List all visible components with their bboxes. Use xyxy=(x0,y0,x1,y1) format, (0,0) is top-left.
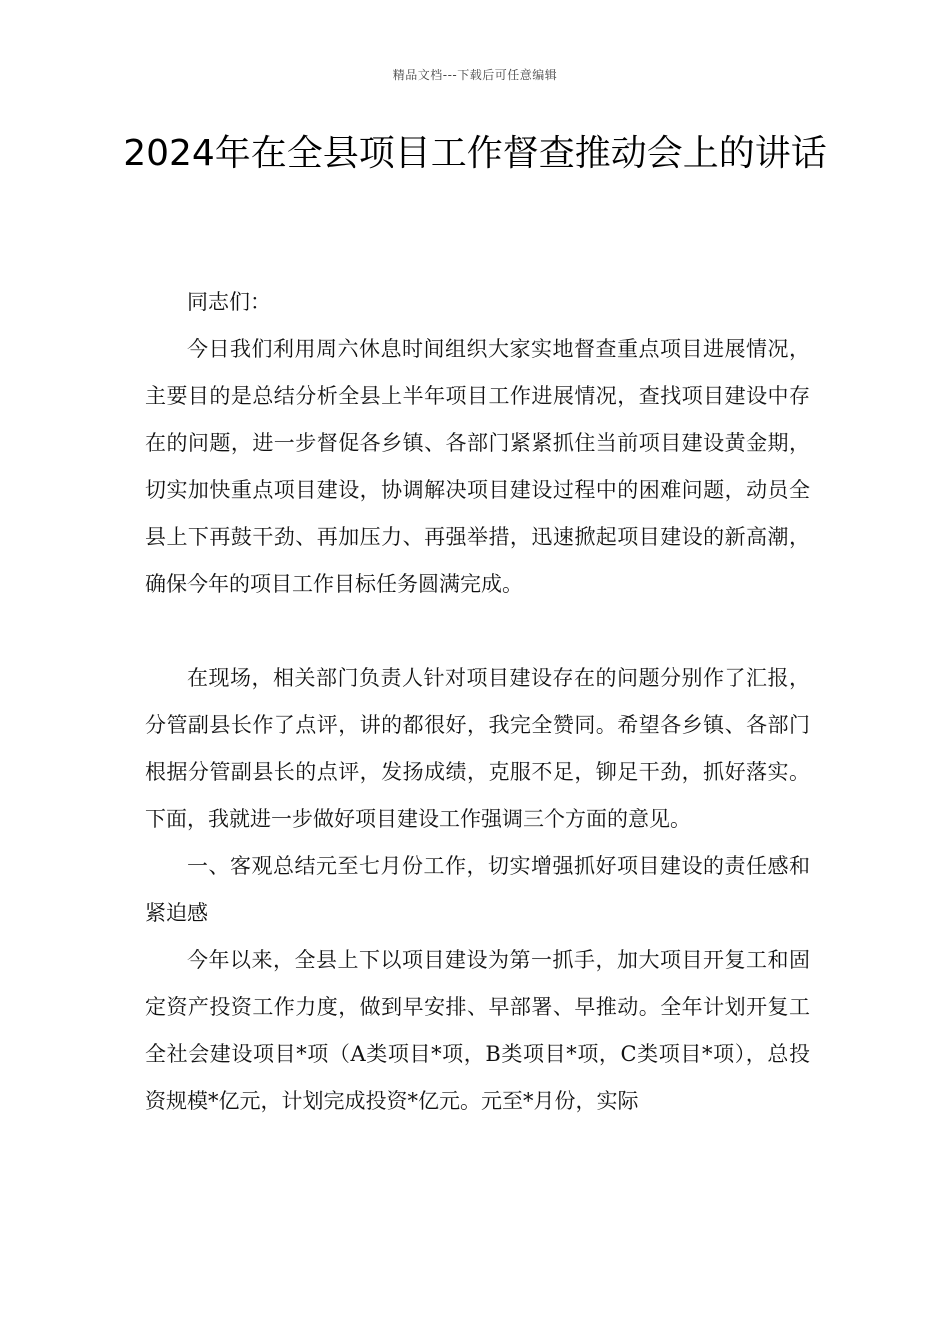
paragraph: 在现场，相关部门负责人针对项目建设存在的问题分别作了汇报，分管副县长作了点评，讲的都很好，我完全赞同。希望各乡镇、各部门根据分管副县长的点评，发扬成绩，克服不足，铆足干劲，抓好落实。下面，我就进一步做好项目建设工作强调三个方面的意见。 xyxy=(145,666,810,831)
section-heading: 一、客观总结元至七月份工作，切实增强抓好项目建设的责任感和紧迫感 xyxy=(145,854,810,925)
header-note: 精品文档---下载后可任意编辑 xyxy=(392,68,558,82)
paragraph: 今年以来，全县上下以项目建设为第一抓手，加大项目开复工和固定资产投资工作力度，做到早安排、早部署、早推动。全年计划开复工全社会建设项目*项（A类项目*项，B类项目*项，C类项目*项），总投资规模*亿元，计划完成投资*亿元。元至*月份，实际 xyxy=(145,948,810,1113)
paragraph: 今日我们利用周六休息时间组织大家实地督查重点项目进展情况，主要目的是总结分析全县上半年项目工作进展情况，查找项目建设中存在的问题，进一步督促各乡镇、各部门紧紧抓住当前项目建设黄金期，切实加快重点项目建设，协调解决项目建设过程中的困难问题，动员全县上下再鼓干劲、再加压力、再强举措，迅速掀起项目建设的新高潮，确保今年的项目工作目标任务圆满完成。 xyxy=(145,337,810,596)
greeting: 同志们： xyxy=(187,290,271,314)
paragraph-spacer xyxy=(145,608,810,655)
document-body xyxy=(145,279,810,1125)
document-title: 2024年在全县项目工作督查推动会上的讲话 xyxy=(123,133,827,174)
